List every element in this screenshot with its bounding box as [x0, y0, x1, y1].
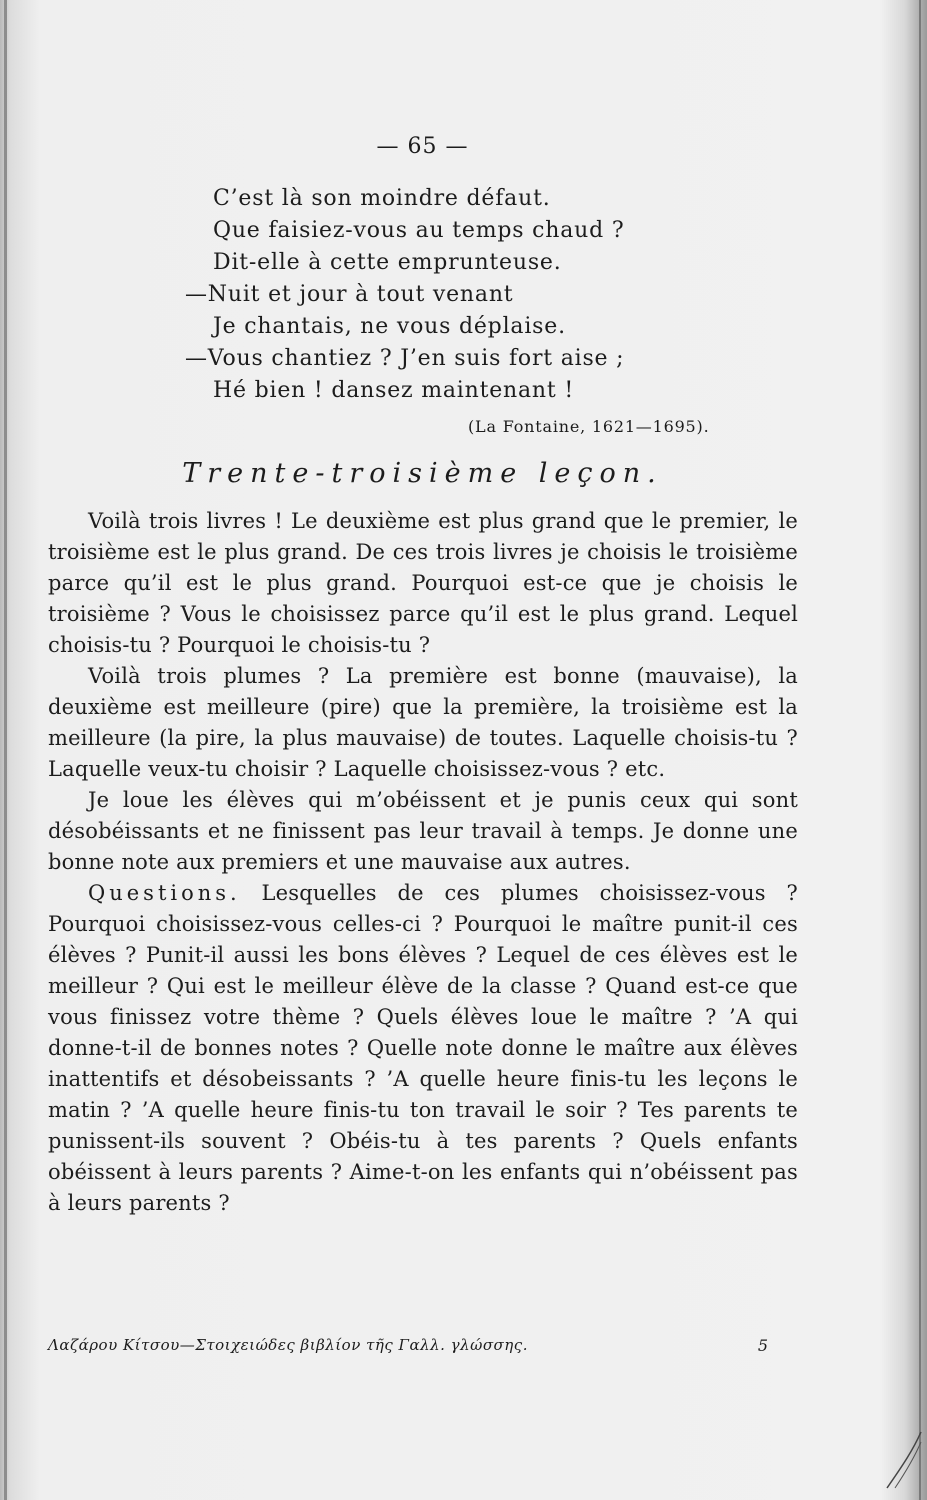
lesson-paragraph: Voilà trois livres ! Le deuxième est plus grand que le premier, le troisième est le plus grand. De ces trois livres je choisis le troisième parce qu’il est le plus grand. Pourquoi est-ce que je choisis le troisième ? Vous le choisissez parce qu’il est le plus grand. Lequel choisis-tu ? Pourquoi le choisis-tu ? [48, 509, 798, 657]
lesson-body [48, 506, 798, 1219]
footer-book-title: Λαζάρου Κίτσου—Στοιχειώδες βιβλίον τῆς Γαλλ. γλώσσης. [48, 1336, 528, 1354]
questions-text: Lesquelles de ces plumes choisissez-vous ? Pourquoi choisissez-vous celles-ci ? Pourquoi le maître punit-il ces élèves ? Punit-il aussi les bons élèves ? Lequel de ces élèves est le meilleur ? Qui est le meilleur élève de la classe ? Quand est-ce que vous finissez votre thème ? Quels élèves loue le maître ? ’A qui donne-t-il de bonnes notes ? Quelle note donne le maître aux élèves inattentifs et désobeissants ? ’A quelle heure finis-tu les leçons le matin ? ’A quelle heure finis-tu ton travail le soir ? Tes parents te punissent-ils souvent ? Obéis-tu à tes parents ? Quels enfants obéissent à leurs parents ? Aime-t-on les enfants qui n’obéissent pas à leurs parents ? [48, 881, 798, 1215]
poem-attribution: (La Fontaine, 1621—1695). [468, 417, 710, 436]
poem-verse: Je chantais, ne vous déplaise. [213, 314, 566, 339]
poem-verse: —Vous chantiez ? J’en suis fort aise ; [185, 346, 625, 371]
poem-verse: —Nuit et jour à tout venant [185, 282, 514, 307]
page-edge-left [4, 0, 7, 1500]
page-footer [48, 1336, 768, 1366]
poem-excerpt [185, 183, 745, 407]
poem-verse: Que faisiez-vous au temps chaud ? [213, 218, 625, 243]
lesson-paragraph: Voilà trois plumes ? La première est bonne (mauvaise), la deuxième est meilleure (pire) que la première, la troisième est la meilleure (la pire, la plus mauvaise) de toutes. Laquelle choisis-tu ? Laquelle veux-tu choisir ? Laquelle choisissez-vous ? etc. [48, 664, 798, 781]
questions-paragraph [48, 878, 798, 1219]
lesson-paragraph: Je loue les élèves qui m’obéissent et je punis ceux qui sont désobéissants et ne finissent pas leur travail à temps. Je donne une bonne note aux premiers et une mauvaise aux autres. [48, 788, 798, 874]
page-corner-curl [883, 1430, 923, 1490]
page-number: — 65 — [376, 134, 469, 159]
lesson-title: Trente-troisième leçon. [182, 458, 663, 489]
poem-verse: Hé bien ! dansez maintenant ! [213, 378, 574, 403]
page-edge-right [919, 0, 921, 1500]
poem-verse: Dit-elle à cette emprunteuse. [213, 250, 562, 275]
questions-label: Questions. [88, 881, 241, 905]
signature-mark: 5 [757, 1336, 768, 1355]
poem-verse: C’est là son moindre défaut. [213, 186, 551, 211]
